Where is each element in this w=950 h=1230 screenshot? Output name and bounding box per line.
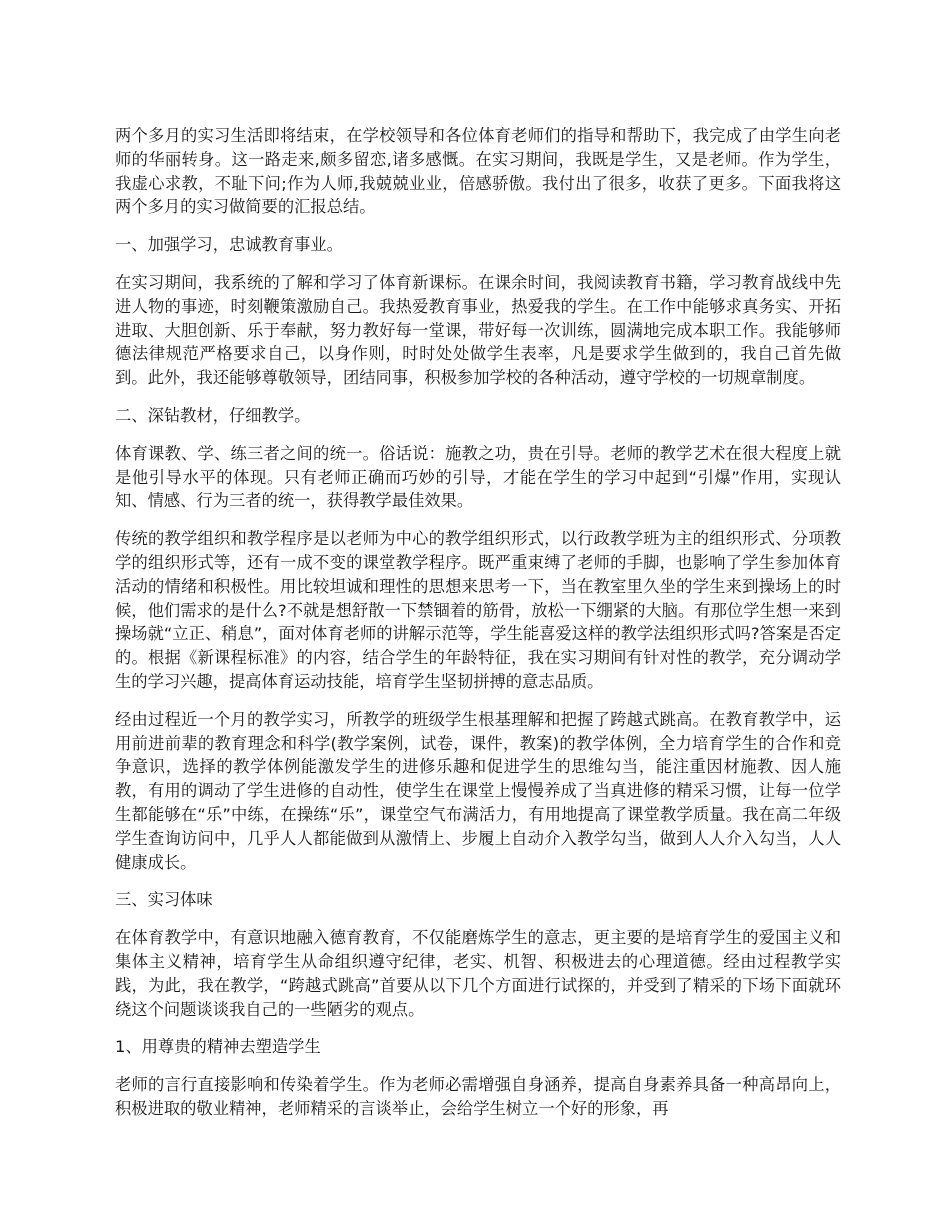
section-3-paragraph: 在体育教学中，有意识地融入德育教育，不仅能磨炼学生的意志，更主要的是培育学生的爱国主义和集体主义精神，培育学生从命组织遵守纪律，老实、机智、积极进去的心理道德。经由过程教学实践，为此，我在教学，“跨越式跳高”首要从以下几个方面进行试探的，并受到了精采的下场下面就环绕这个问题谈谈我自己的一些陋劣的观点。 bbox=[115, 928, 841, 1019]
subsection-1-paragraph: 老师的言行直接影响和传染着学生。作为老师必需增强自身涵养，提高自身素养具备一种高昂向上，积极进取的敬业精神，老师精采的言谈举止，会给学生树立一个好的形象，再 bbox=[115, 1075, 841, 1118]
subsection-heading-1: 1、用尊贵的精神去塑造学生 bbox=[115, 1037, 321, 1057]
section-2-paragraph-3: 经由过程近一个月的教学实习，所教学的班级学生根基理解和把握了跨越式跳高。在教育教学中，运用前进前辈的教育理念和科学(教学案例，试卷，课件，教案)的教学体例，全力培育学生的合作和竞争意识，选择的教学体例能激发学生的进修乐趣和促进学生的思维勾当，能注重因材施教、因人施教，有用的调动了学生进修的自动性，使学生在课堂上慢慢养成了当真进修的精采习惯，让每一位学生都能够在“乐”中练，在操练“乐”，课堂空气布满活力，有用地提高了课堂教学质量。我在高二年级学生查询访问中，几乎人人都能做到从激情上、步履上自动介入教学勾当，做到人人介入勾当，人人健康成长。 bbox=[115, 709, 841, 872]
section-1-paragraph: 在实习期间，我系统的了解和学习了体育新课标。在课余时间，我阅读教育书籍，学习教育战线中先进人物的事迹，时刻鞭策激励自己。我热爱教育事业，热爱我的学生。在工作中能够求真务实、开拓进取、大胆创新、乐于奉献，努力教好每一堂课，带好每一次训练，圆满地完成本职工作。我能够师德法律规范严格要求自己，以身作则，时时处处做学生表率，凡是要求学生做到的，我自己首先做到。此外，我还能够尊敬领导，团结同事，积极参加学校的各种活动，遵守学校的一切规章制度。 bbox=[115, 272, 841, 388]
section-2-paragraph-2: 传统的教学组织和教学程序是以老师为中心的教学组织形式，以行政教学班为主的组织形式、分项教学的组织形式等，还有一成不变的课堂教学程序。既严重束缚了老师的手脚，也影响了学生参加体育活动的情绪和积极性。用比较坦诚和理性的思想来思考一下，当在教室里久坐的学生来到操场上的时候，他们需求的是什么?不就是想舒散一下禁锢着的筋骨，放松一下绷紧的大脑。有那位学生想一来到操场就“立正、稍息”，面对体育老师的讲解示范等，学生能喜爱这样的教学法组织形式吗?答案是否定的。根据《新课程标准》的内容，结合学生的年龄特征，我在实习期间有针对性的教学，充分调动学生的学习兴趣，提高体育运动技能，培育学生坚韧拼搏的意志品质。 bbox=[115, 529, 841, 691]
section-heading-2: 二、深钻教材，仔细教学。 bbox=[115, 405, 311, 425]
section-2-paragraph-1: 体育课教、学、练三者之间的统一。俗话说：施教之功，贵在引导。老师的教学艺术在很大程度上就是他引导水平的体现。只有老师正确而巧妙的引导，才能在学生的学习中起到“引爆”作用，实现认知、情感、行为三者的统一，获得教学最佳效果。 bbox=[115, 443, 841, 511]
section-heading-3: 三、实习体味 bbox=[115, 890, 213, 910]
section-heading-1: 一、加强学习，忠诚教育事业。 bbox=[115, 235, 343, 255]
intro-paragraph: 两个多月的实习生活即将结束，在学校领导和各位体育老师们的指导和帮助下，我完成了由学生向老师的华丽转身。这一路走来,颇多留恋,诸多感慨。在实习期间，我既是学生，又是老师。作为学生，我虚心求教，不耻下问;作为人师,我兢兢业业，倍感骄傲。我付出了很多，收获了更多。下面我将这两个多月的实习做简要的汇报总结。 bbox=[115, 126, 841, 217]
document-body bbox=[115, 124, 841, 1135]
